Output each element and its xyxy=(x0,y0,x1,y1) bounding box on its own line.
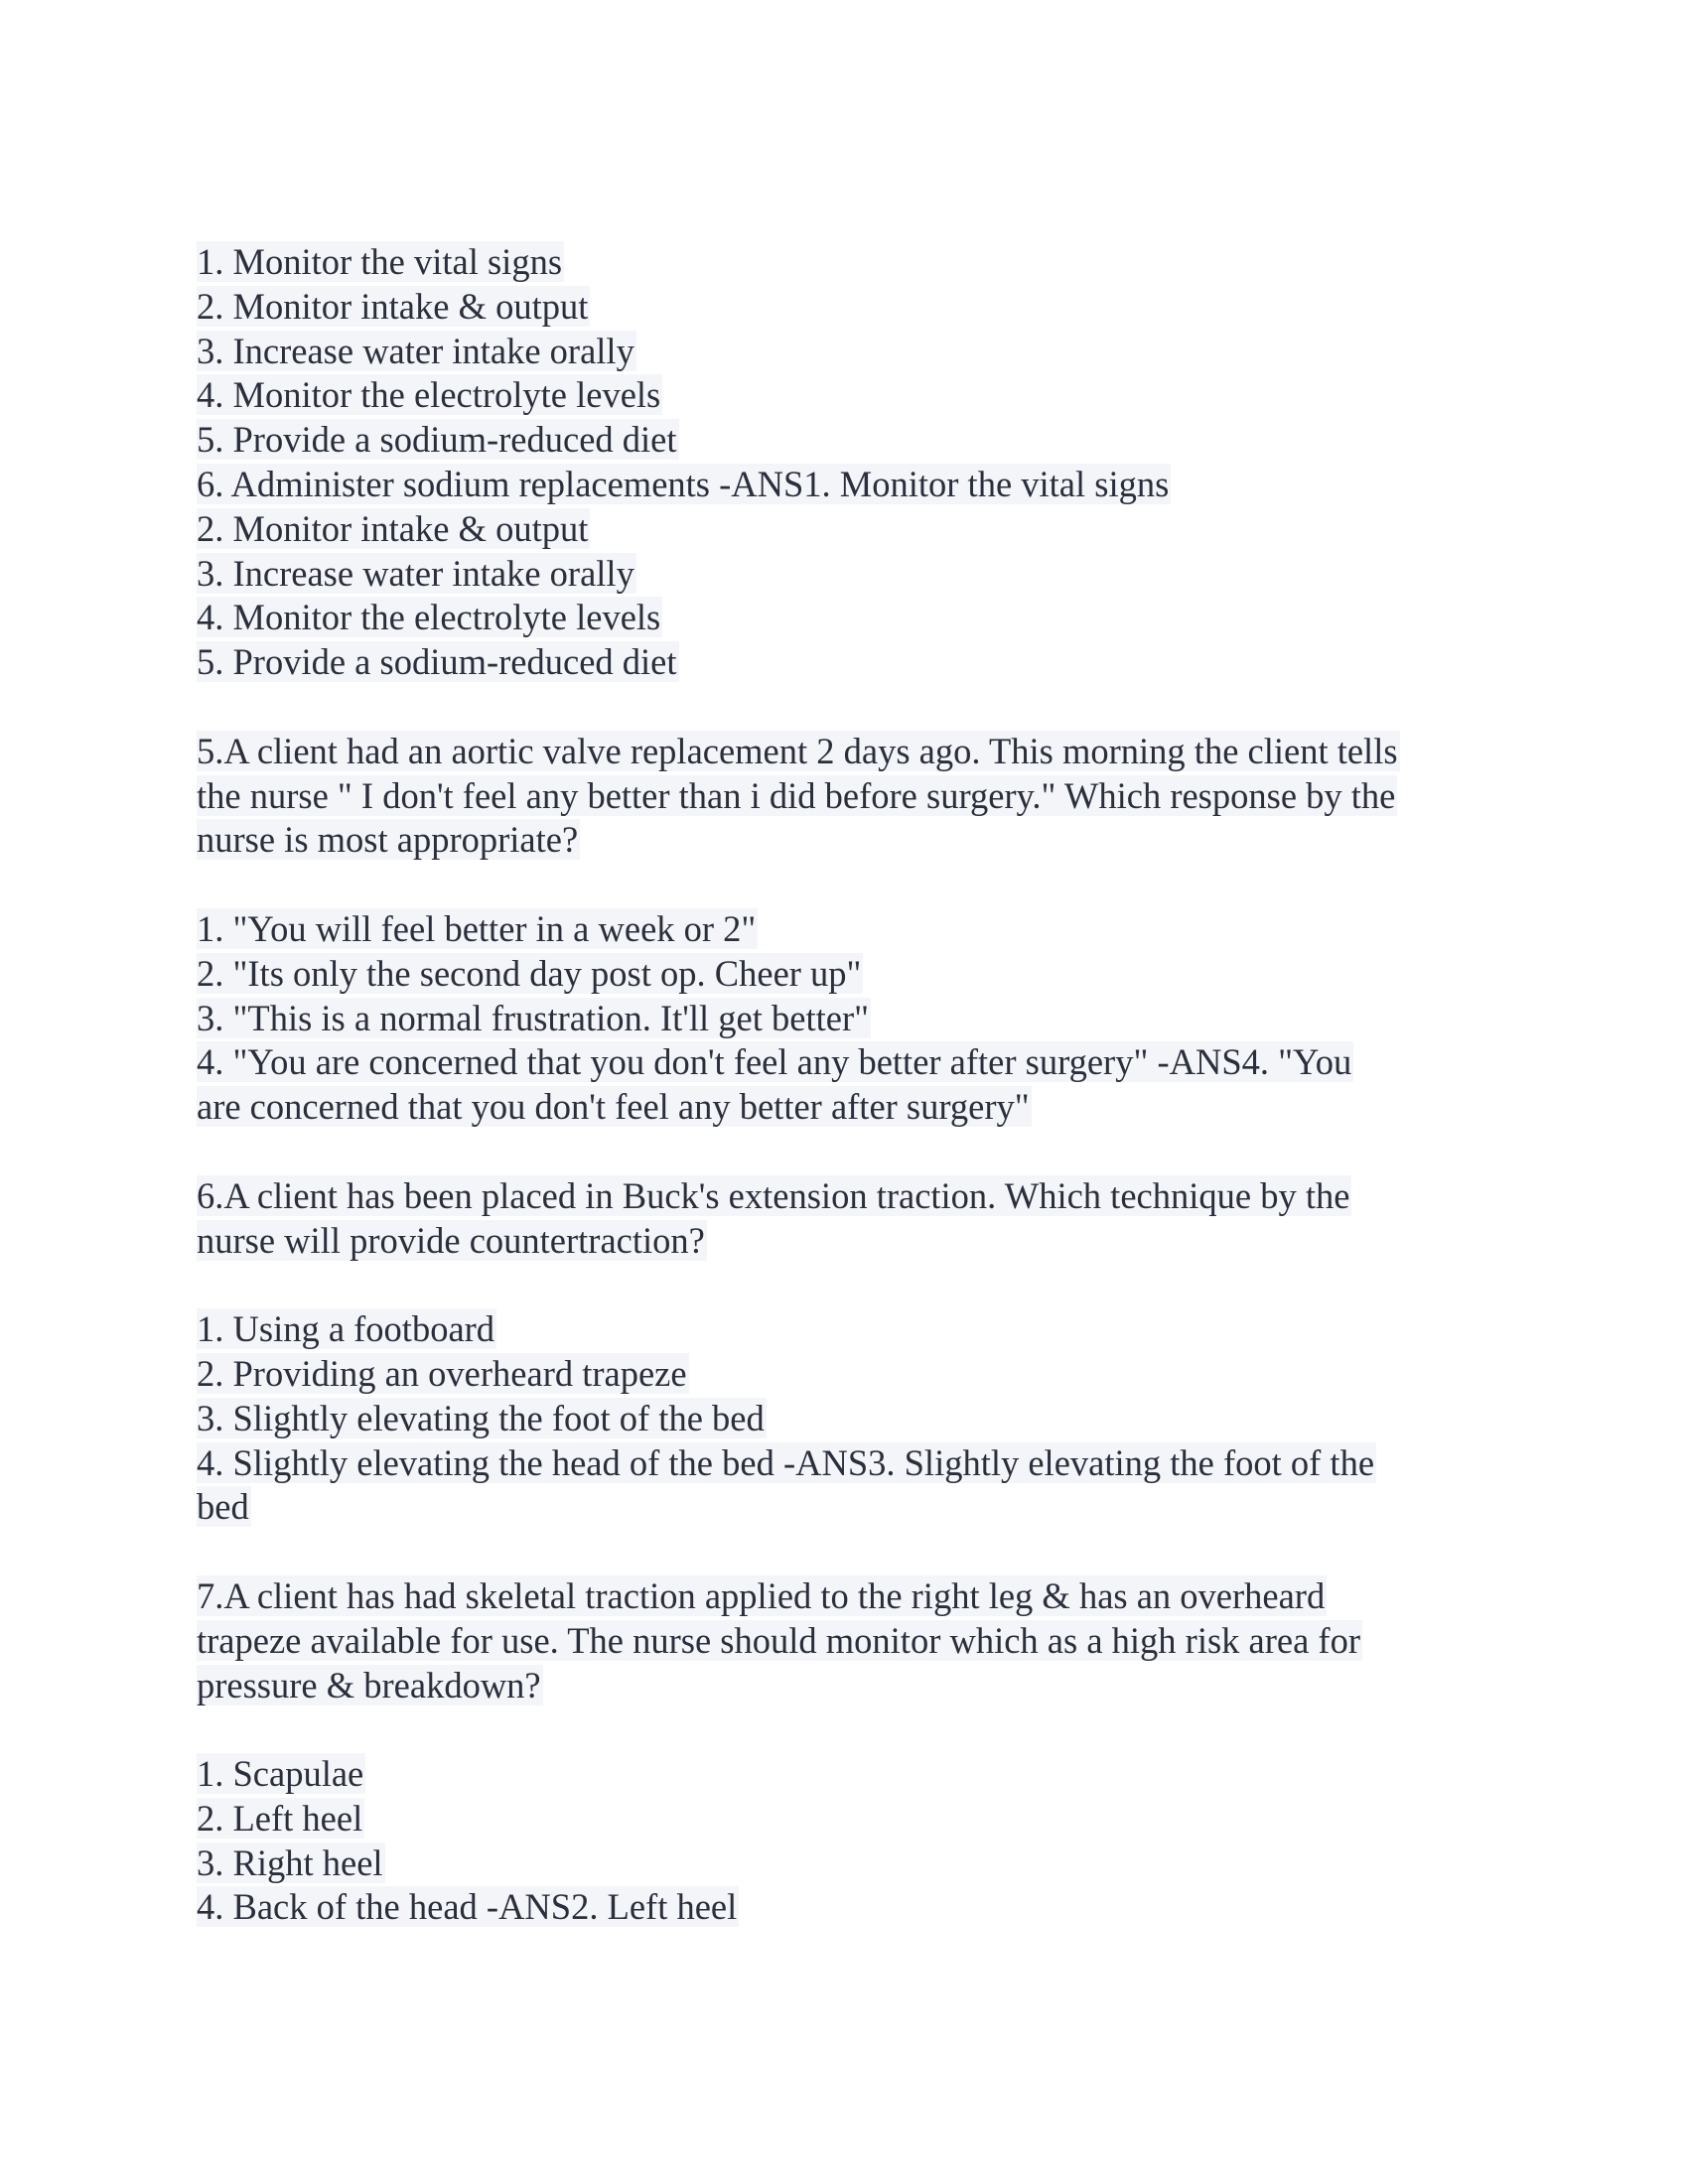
question-text-line: the nurse " I don't feel any better than i did before surgery." Which response by the xyxy=(197,774,1396,816)
intro-line: 3. Increase water intake orally xyxy=(197,330,634,371)
question-text-line: trapeze available for use. The nurse should monitor which as a high risk area for xyxy=(197,1619,1360,1661)
option-line: 2. "Its only the second day post op. Cheer up" xyxy=(197,952,862,994)
intro-line: 5. Provide a sodium-reduced diet xyxy=(197,419,677,461)
option-line: 1. Scapulae xyxy=(197,1753,364,1795)
option-answer-line: 4. Slightly elevating the head of the bed -ANS3. Slightly elevating the foot of the xyxy=(197,1441,1375,1483)
question-text-line: 5.A client had an aortic valve replacement 2 days ago. This morning the client tells xyxy=(197,730,1398,771)
intro-line: 2. Monitor intake & output xyxy=(197,507,589,549)
question-text-line: nurse is most appropriate? xyxy=(197,819,579,861)
intro-line: 5. Provide a sodium-reduced diet xyxy=(197,641,677,683)
intro-line: 4. Monitor the electrolyte levels xyxy=(197,597,661,638)
question-7-stem xyxy=(197,1574,1497,1707)
question-6-stem xyxy=(197,1174,1497,1264)
option-line: 3. Right heel xyxy=(197,1842,383,1883)
question-6-options xyxy=(197,1307,1497,1530)
option-line: 1. "You will feel better in a week or 2" xyxy=(197,907,757,949)
option-answer-line: bed xyxy=(197,1486,249,1528)
question-5-stem xyxy=(197,730,1497,863)
question-text-line: 6.A client has been placed in Buck's extension traction. Which technique by the xyxy=(197,1174,1350,1216)
option-line: 3. "This is a normal frustration. It'll get better" xyxy=(197,997,869,1038)
question-5-options xyxy=(197,907,1497,1130)
option-line: 2. Left heel xyxy=(197,1797,363,1839)
intro-line: 1. Monitor the vital signs xyxy=(197,241,563,282)
option-answer-line: are concerned that you don't feel any better after surgery" xyxy=(197,1086,1030,1128)
intro-answer-line: 6. Administer sodium replacements -ANS1. Monitor the vital signs xyxy=(197,463,1170,504)
document-page xyxy=(197,240,1497,1975)
option-answer-line: 4. Back of the head -ANS2. Left heel xyxy=(197,1886,738,1928)
intro-line: 2. Monitor intake & output xyxy=(197,285,589,327)
question-text-line: 7.A client has had skeletal traction applied to the right leg & has an overheard xyxy=(197,1574,1326,1616)
question-text-line: nurse will provide countertraction? xyxy=(197,1219,705,1261)
option-line: 1. Using a footboard xyxy=(197,1308,495,1350)
intro-line: 3. Increase water intake orally xyxy=(197,552,634,594)
intro-options-block xyxy=(197,240,1497,685)
intro-line: 4. Monitor the electrolyte levels xyxy=(197,374,661,416)
option-answer-line: 4. "You are concerned that you don't feel any better after surgery" -ANS4. "You xyxy=(197,1041,1352,1083)
option-line: 2. Providing an overheard trapeze xyxy=(197,1352,687,1394)
question-text-line: pressure & breakdown? xyxy=(197,1664,541,1706)
option-line: 3. Slightly elevating the foot of the bed xyxy=(197,1397,765,1438)
question-7-options xyxy=(197,1752,1497,1930)
